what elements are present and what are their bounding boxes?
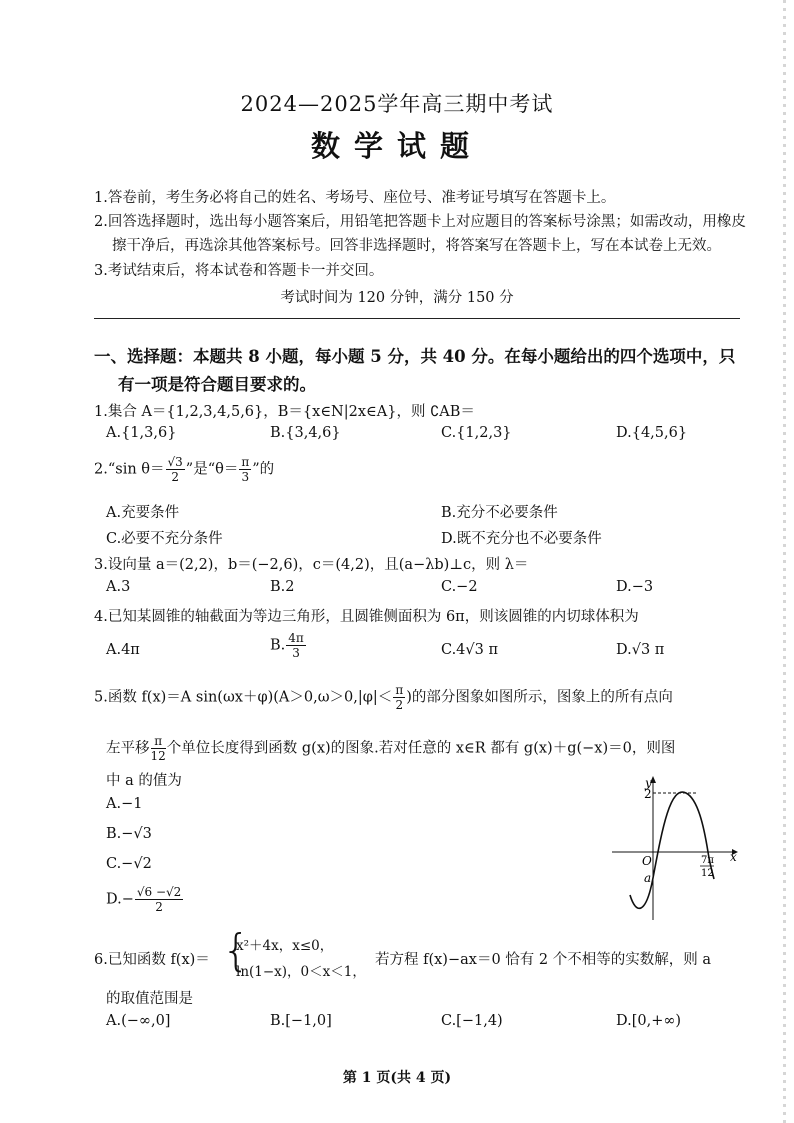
question-3-option-b: B.2 (270, 579, 295, 595)
question-4-option-c: C.4√3 π (441, 642, 499, 658)
question-6-line2: 的取值范围是 (106, 991, 193, 1007)
page-footer: 第 1 页(共 4 页) (342, 1070, 452, 1086)
question-4-stem: 4.已知某圆锥的轴截面为等边三角形，且圆锥侧面积为 6π，则该圆锥的内切球体积为 (94, 609, 639, 625)
y-axis-label: y (645, 776, 652, 790)
section-heading-line1: 一、选择题：本题共 8 小题，每小题 5 分，共 40 分。在每小题给出的四个选项中，只 (94, 347, 736, 366)
instruction-1: 1.答卷前，考生务必将自己的姓名、考场号、座位号、准考证号填写在答题卡上。 (94, 190, 616, 206)
sine-curve (630, 792, 714, 908)
question-5-option-b: B.−√3 (106, 826, 152, 842)
subject-title: 数学试题 (310, 129, 483, 163)
question-6-option-c: C.[−1,4) (441, 1013, 503, 1029)
question-1-stem: 1.集合 A＝{1,2,3,4,5,6}，B＝{x∈N|2x∈A}，则 ∁AB＝ (94, 404, 475, 420)
question-3-option-c: C.−2 (441, 579, 478, 595)
question-5-line1: 5.函数 f(x)＝A sin(ωx＋φ)(A＞0,ω＞0,|φ|＜ $\frac{\pi}{2}$ )的部分图象如图所示，图象上的所有点向 (94, 683, 673, 712)
question-4-option-a: A.4π (106, 642, 140, 658)
question-2-option-b: B.充分不必要条件 (441, 505, 558, 521)
exam-time-note: 考试时间为 120 分钟，满分 150 分 (280, 290, 514, 306)
instruction-2b: 擦干净后，再选涂其他答案标号。回答非选择题时，将答案写在答题卡上，写在本试卷上无效。 (112, 238, 721, 254)
question-6-option-d: D.[0,+∞) (616, 1013, 682, 1029)
question-4-option-b: B. $\frac{4\pi}{3}$ (270, 631, 304, 660)
fraction-4pi-over-3: $\frac{4\pi}{3}$ (288, 631, 304, 660)
question-2-option-a: A.充要条件 (106, 505, 180, 521)
question-3-stem: 3.设向量 a＝(2,2)，b＝(−2,6)，c＝(4,2)，且(a−λb)⊥c，则 λ＝ (94, 557, 529, 573)
section-heading-line2: 有一项是符合题目要求的。 (118, 375, 316, 394)
tick-label-numerator: 7π (701, 855, 714, 866)
scan-edge-marks (783, 0, 786, 1123)
instruction-2a: 2.回答选择题时，选出每小题答案后，用铅笔把答题卡上对应题目的答案标号涂黑；如需改动，用橡皮 (94, 214, 746, 230)
question-6-option-b: B.[−1,0] (270, 1013, 332, 1029)
instruction-3: 3.考试结束后，将本试卷和答题卡一并交回。 (94, 263, 384, 279)
question-5-line3: 中 a 的值为 (106, 773, 182, 789)
fraction-sqrt3-over-2: $\frac{√3}{2}$ (167, 455, 183, 484)
question-1-option-c: C.{1,2,3} (441, 425, 512, 441)
question-6-option-a: A.(−∞,0] (106, 1013, 171, 1029)
question-2-option-d: D.既不充分也不必要条件 (441, 531, 602, 547)
question-1-option-d: D.{4,5,6} (616, 425, 688, 441)
question-2-text-pre: 2.“sin θ＝ (94, 461, 165, 478)
question-6-case2: ln(1−x)，0＜x＜1， (236, 964, 366, 980)
question-5-line2: 左平移 $\frac{\pi}{12}$ 个单位长度得到函数 g(x)的图象.若对任意的 x∈R 都有 g(x)＋g(−x)＝0，则图 (106, 734, 676, 763)
question-1-option-b: B.{3,4,6} (270, 425, 341, 441)
question-6-pre: 6.已知函数 f(x)＝ (94, 952, 210, 968)
fraction-pi-over-12: $\frac{\pi}{12}$ (150, 734, 166, 763)
question-6-case1: x²＋4x，x≤0， (236, 938, 334, 954)
question-3-option-a: A.3 (106, 579, 131, 595)
question-5-option-c: C.−√2 (106, 856, 152, 872)
question-6-post: 若方程 f(x)−ax＝0 恰有 2 个不相等的实数解，则 a (375, 952, 711, 968)
question-5-option-a: A.−1 (106, 796, 143, 812)
question-3-option-d: D.−3 (616, 579, 654, 595)
question-5-option-d: D.− $\frac{√6 -√2}{2}$ (106, 885, 182, 914)
question-2-text-mid: ”是“θ＝ (185, 461, 239, 478)
fraction-sqrt6-minus-sqrt2-over-2: $\frac{√6 -√2}{2}$ (136, 885, 182, 914)
divider-line (94, 318, 740, 319)
fraction-pi-over-3: $\frac{\pi}{3}$ (241, 455, 250, 484)
question-2-option-c: C.必要不充分条件 (106, 531, 223, 547)
x-axis-label: x (730, 850, 737, 864)
question-2-stem (94, 456, 274, 483)
a-label: a (644, 871, 652, 885)
question-1-option-a: A.{1,3,6} (106, 425, 177, 441)
exam-title: 2024—2025学年高三期中考试 (240, 92, 554, 116)
question-4-option-d: D.√3 π (616, 642, 665, 658)
piecewise-brace: { (222, 925, 250, 976)
origin-label: O (642, 854, 652, 868)
tick-label-denominator: 12 (701, 868, 714, 879)
max-value-label: 2 (644, 787, 652, 801)
fraction-pi-over-2: $\frac{\pi}{2}$ (395, 683, 404, 712)
sine-graph (600, 775, 750, 925)
question-2-text-post: ”的 (252, 461, 275, 478)
